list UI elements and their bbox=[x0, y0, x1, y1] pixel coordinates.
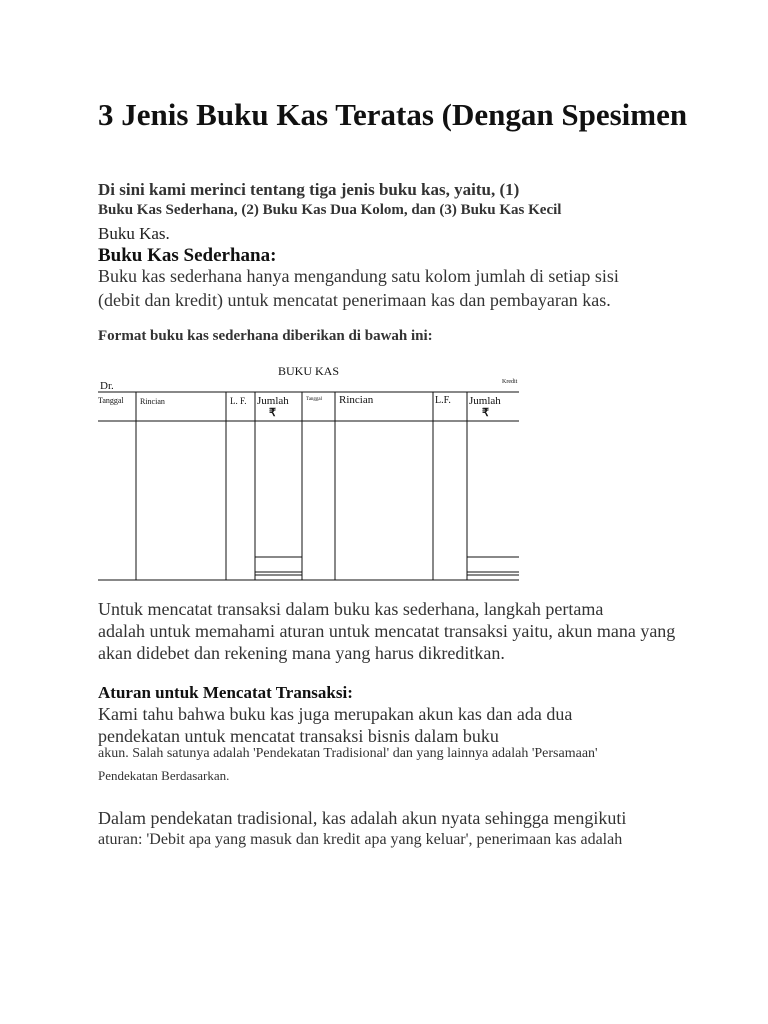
ledger-left-col-jumlah: Jumlah bbox=[257, 395, 289, 407]
section1-line-2: (debit dan kredit) untuk mencatat penerimaan kas dan pembayaran kas. bbox=[98, 290, 611, 310]
format-caption: Format buku kas sederhana diberikan di bawah ini: bbox=[98, 328, 433, 344]
ledger-right-col-jumlah: Jumlah bbox=[469, 395, 501, 407]
section-heading-buku-kas-sederhana: Buku Kas Sederhana: bbox=[98, 245, 277, 266]
intro-line-3: Buku Kas. bbox=[98, 224, 170, 243]
para3-line-1: Dalam pendekatan tradisional, kas adalah akun nyata sehingga mengikuti bbox=[98, 808, 627, 828]
ledger-dr-label: Dr. bbox=[100, 380, 114, 392]
para2-line-1: Untuk mencatat transaksi dalam buku kas sederhana, langkah pertama bbox=[98, 599, 604, 619]
ledger-left-col-lf: L. F. bbox=[230, 396, 247, 406]
ledger-right-col-rincian: Rincian bbox=[339, 394, 374, 406]
section-heading-aturan: Aturan untuk Mencatat Transaksi: bbox=[98, 683, 353, 702]
ledger-left-col-tanggal: Tanggal bbox=[98, 396, 124, 405]
intro-line-1: Di sini kami merinci tentang tiga jenis buku kas, yaitu, (1) bbox=[98, 180, 520, 199]
para2-line-2: adalah untuk memahami aturan untuk mencatat transaksi yaitu, akun mana yang bbox=[98, 621, 676, 641]
section2-line-3: akun. Salah satunya adalah 'Pendekatan Tradisional' dan yang lainnya adalah 'Persamaan' bbox=[98, 746, 598, 761]
section2-line-4: Pendekatan Berdasarkan. bbox=[98, 768, 230, 783]
buku-kas-ledger-figure bbox=[98, 360, 520, 585]
intro-line-2: Buku Kas Sederhana, (2) Buku Kas Dua Kolom, dan (3) Buku Kas Kecil bbox=[98, 202, 562, 218]
page-title: 3 Jenis Buku Kas Teratas (Dengan Spesimen bbox=[98, 97, 688, 132]
ledger-left-currency-symbol: ₹ bbox=[269, 407, 276, 419]
ledger-right-currency-symbol: ₹ bbox=[482, 407, 489, 419]
ledger-left-col-rincian: Rincian bbox=[140, 397, 165, 406]
ledger-title: BUKU KAS bbox=[278, 364, 340, 378]
ledger-right-col-lf: L.F. bbox=[435, 395, 451, 406]
section2-line-2: pendekatan untuk mencatat transaksi bisnis dalam buku bbox=[98, 726, 499, 746]
ledger-grid bbox=[98, 360, 520, 585]
para3-line-2: aturan: 'Debit apa yang masuk dan kredit apa yang keluar', penerimaan kas adalah bbox=[98, 831, 623, 848]
section1-line-1: Buku kas sederhana hanya mengandung satu kolom jumlah di setiap sisi bbox=[98, 266, 619, 286]
ledger-cr-label: Kredit bbox=[502, 379, 518, 385]
ledger-right-col-tanggal: Tanggal bbox=[306, 397, 323, 402]
section2-line-1: Kami tahu bahwa buku kas juga merupakan akun kas dan ada dua bbox=[98, 704, 573, 724]
para2-line-3: akan didebet dan rekening mana yang harus dikreditkan. bbox=[98, 643, 505, 663]
